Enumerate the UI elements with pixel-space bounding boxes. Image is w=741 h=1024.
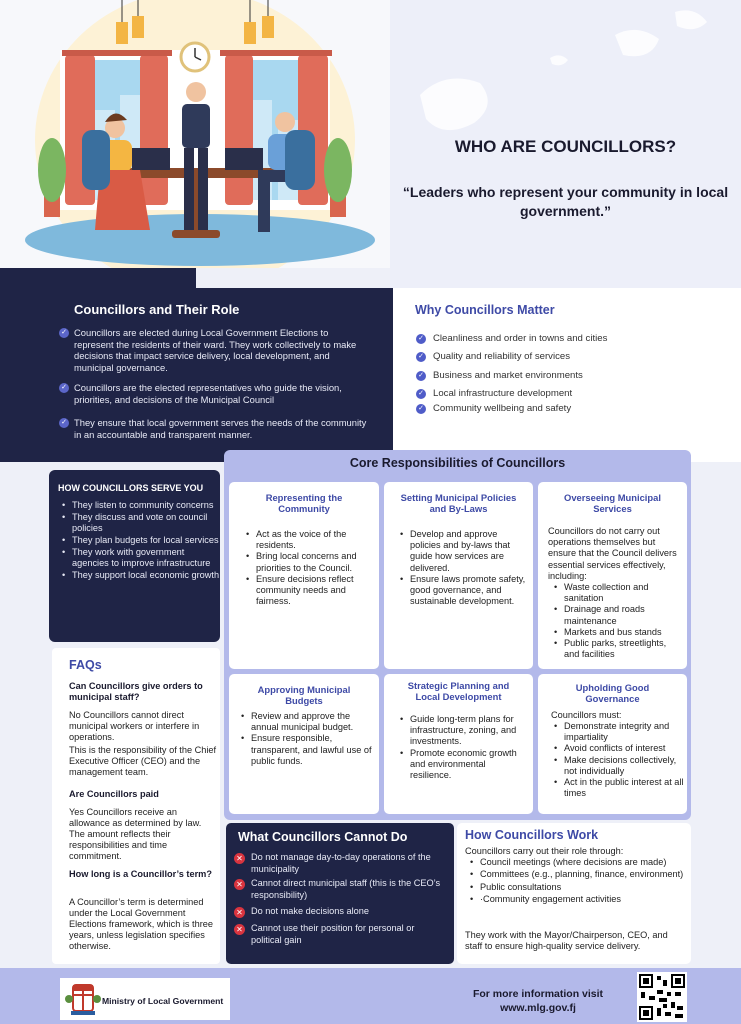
list-item: • They listen to community concerns bbox=[62, 500, 220, 511]
card-list bbox=[246, 529, 374, 607]
card-intro: Councillors do not carry out operations themselves but ensure that the Council delivers essential services effectively, including: bbox=[548, 526, 677, 581]
hero-quote: “Leaders who represent your community in local government.” bbox=[402, 184, 729, 219]
hero-illustration bbox=[0, 0, 390, 268]
how-work-intro: Councillors carry out their role through: bbox=[465, 846, 624, 856]
matter-item-text: Local infrastructure development bbox=[433, 388, 573, 399]
card-title: Approving Municipal Budgets bbox=[257, 684, 351, 706]
list-item: • Drainage and roads maintenance bbox=[554, 604, 682, 626]
check-icon: ✓ bbox=[416, 352, 426, 362]
matter-item bbox=[416, 333, 607, 344]
core-responsibilities-section bbox=[224, 450, 691, 820]
role-heading: Councillors and Their Role bbox=[74, 302, 240, 317]
matter-item bbox=[416, 351, 570, 362]
list-item: • They plan budgets for local services bbox=[62, 535, 220, 546]
card-title: Upholding Good Governance bbox=[575, 682, 650, 704]
role-item-text: Councillors are elected during Local Government Elections to represent the residents of their ward. They work collectively to make decisions that impact service delivery, local development, and municipal governance. bbox=[74, 327, 357, 374]
list-item: • Develop and approve policies and by-laws that guide how services are delivered. bbox=[400, 529, 528, 574]
page-title: WHO ARE COUNCILLORS? bbox=[454, 137, 677, 156]
faq-answer: Yes Councillors receive an allowance as determined by law. The amount reflects their responsibilities and time commitment. bbox=[69, 807, 202, 861]
list-item: • Council meetings (where decisions are made) bbox=[470, 857, 685, 868]
card-policies bbox=[384, 482, 533, 669]
list-item: • Review and approve the annual municipal budget. bbox=[241, 711, 375, 733]
card-title: Representing the Community bbox=[265, 492, 343, 514]
cannot-item bbox=[234, 923, 444, 946]
matter-item-text: Business and market environments bbox=[433, 370, 583, 381]
role-panel-tab bbox=[0, 268, 196, 290]
card-list bbox=[241, 711, 375, 767]
role-item bbox=[59, 382, 369, 405]
check-icon: ✓ bbox=[59, 383, 69, 393]
cannot-item bbox=[234, 878, 444, 901]
list-item: • Guide long-term plans for infrastructure, zoning, and investments. bbox=[400, 714, 528, 748]
faq-question: How long is a Councillor’s term? bbox=[69, 869, 212, 879]
role-item bbox=[59, 417, 369, 440]
check-icon: ✓ bbox=[59, 328, 69, 338]
card-list bbox=[554, 582, 682, 660]
coat-of-arms-icon bbox=[65, 981, 101, 1017]
matter-item bbox=[416, 403, 571, 414]
role-item-text: Councillors are the elected representatives who guide the vision, priorities, and decisions of the Municipal Council bbox=[74, 382, 342, 405]
matter-item bbox=[416, 370, 583, 381]
list-item: • Ensure decisions reflect community needs and fairness. bbox=[246, 574, 374, 608]
how-serve-heading: HOW COUNCILLORS SERVE YOU bbox=[58, 483, 204, 493]
faq-answer: A Councillor’s term is determined under the Local Government Elections framework, which is three years, unless legislation specifies otherwise. bbox=[69, 897, 213, 951]
card-planning bbox=[384, 674, 533, 814]
role-item bbox=[59, 327, 369, 374]
card-intro: Councillors must: bbox=[551, 710, 622, 720]
how-serve-list bbox=[62, 500, 220, 582]
list-item: • They work with government agencies to improve infrastructure bbox=[62, 547, 220, 569]
cannot-do-heading: What Councillors Cannot Do bbox=[238, 830, 408, 844]
footer-info-line: For more information visit bbox=[472, 988, 604, 1000]
cross-icon: ✕ bbox=[234, 879, 245, 890]
list-item: • Waste collection and sanitation bbox=[554, 582, 682, 604]
how-work-outro: They work with the Mayor/Chairperson, CEO, and staff to ensure high-quality service delivery. bbox=[465, 930, 668, 951]
matter-item-text: Quality and reliability of services bbox=[433, 351, 571, 362]
cannot-item-text: Do not manage day-to-day operations of the municipality bbox=[251, 852, 431, 874]
card-list bbox=[400, 714, 528, 781]
how-work-heading: How Councillors Work bbox=[465, 828, 599, 842]
card-representing bbox=[229, 482, 379, 669]
footer-website-link[interactable]: www.mlg.gov.fj bbox=[500, 1002, 576, 1014]
list-item: • Committees (e.g., planning, finance, environment) bbox=[470, 869, 685, 880]
how-work-list bbox=[470, 857, 685, 906]
core-responsibilities-heading: Core Responsibilities of Councillors bbox=[349, 456, 566, 470]
list-item: • Public parks, streetlights, and facilities bbox=[554, 638, 682, 660]
card-title: Strategic Planning and Local Development bbox=[407, 680, 510, 702]
list-item: • Public consultations bbox=[470, 882, 685, 893]
card-list bbox=[400, 529, 528, 607]
list-item: • Make decisions collectively, not individually bbox=[554, 755, 684, 777]
role-item-text: They ensure that local government serves the needs of the community in an accountable and transparent manner. bbox=[74, 417, 367, 440]
card-title: Overseeing Municipal Services bbox=[564, 492, 661, 514]
faq-question: Can Councillors give orders to municipal staff? bbox=[69, 681, 203, 702]
cannot-item bbox=[234, 906, 444, 918]
qr-code-icon[interactable] bbox=[637, 972, 687, 1022]
list-item: • Avoid conflicts of interest bbox=[554, 743, 684, 754]
list-item: • Ensure laws promote safety, good governance, and sustainable development. bbox=[400, 574, 528, 608]
cross-icon: ✕ bbox=[234, 907, 245, 918]
list-item: • Bring local concerns and priorities to the Council. bbox=[246, 551, 374, 573]
card-services bbox=[538, 482, 687, 669]
list-item: • Promote economic growth and environmental resilience. bbox=[400, 748, 528, 782]
list-item: • They discuss and vote on council policies bbox=[62, 512, 220, 534]
list-item: • They support local economic growth bbox=[62, 570, 220, 581]
check-icon: ✓ bbox=[59, 418, 69, 428]
matter-item-text: Community wellbeing and safety bbox=[433, 403, 572, 414]
list-item: • Ensure responsible, transparent, and lawful use of public funds. bbox=[241, 733, 375, 767]
faq-heading: FAQs bbox=[69, 658, 102, 672]
footer-info bbox=[452, 987, 624, 1015]
cross-icon: ✕ bbox=[234, 853, 245, 864]
ministry-name: Ministry of Local Government bbox=[102, 996, 224, 1006]
faq-answer: No Councillors cannot direct municipal workers or interfere in operations. bbox=[69, 710, 200, 742]
list-item: • Markets and bus stands bbox=[554, 627, 682, 638]
why-matter-heading: Why Councillors Matter bbox=[415, 303, 555, 317]
list-item: • ·Community engagement activities bbox=[470, 894, 685, 905]
cannot-item-text: Cannot use their position for personal or political gain bbox=[251, 923, 415, 945]
check-icon: ✓ bbox=[416, 334, 426, 344]
check-icon: ✓ bbox=[416, 404, 426, 414]
card-list bbox=[554, 721, 684, 799]
matter-item-text: Cleanliness and order in towns and cities bbox=[433, 333, 608, 344]
list-item: • Act as the voice of the residents. bbox=[246, 529, 374, 551]
matter-item bbox=[416, 388, 572, 399]
list-item: • Act in the public interest at all times bbox=[554, 777, 684, 799]
cannot-item bbox=[234, 852, 444, 875]
card-governance bbox=[538, 674, 687, 814]
cross-icon: ✕ bbox=[234, 924, 245, 935]
faq-question: Are Councillors paid bbox=[69, 789, 159, 799]
cannot-item-text: Do not make decisions alone bbox=[251, 906, 369, 916]
card-budgets bbox=[229, 674, 379, 814]
list-item: • Demonstrate integrity and impartiality bbox=[554, 721, 684, 743]
check-icon: ✓ bbox=[416, 371, 426, 381]
faq-answer: This is the responsibility of the Chief Executive Officer (CEO) and the management team. bbox=[69, 745, 217, 777]
check-icon: ✓ bbox=[416, 389, 426, 399]
cannot-item-text: Cannot direct municipal staff (this is the CEO’s responsibility) bbox=[251, 878, 441, 900]
card-title: Setting Municipal Policies and By-Laws bbox=[400, 492, 517, 514]
